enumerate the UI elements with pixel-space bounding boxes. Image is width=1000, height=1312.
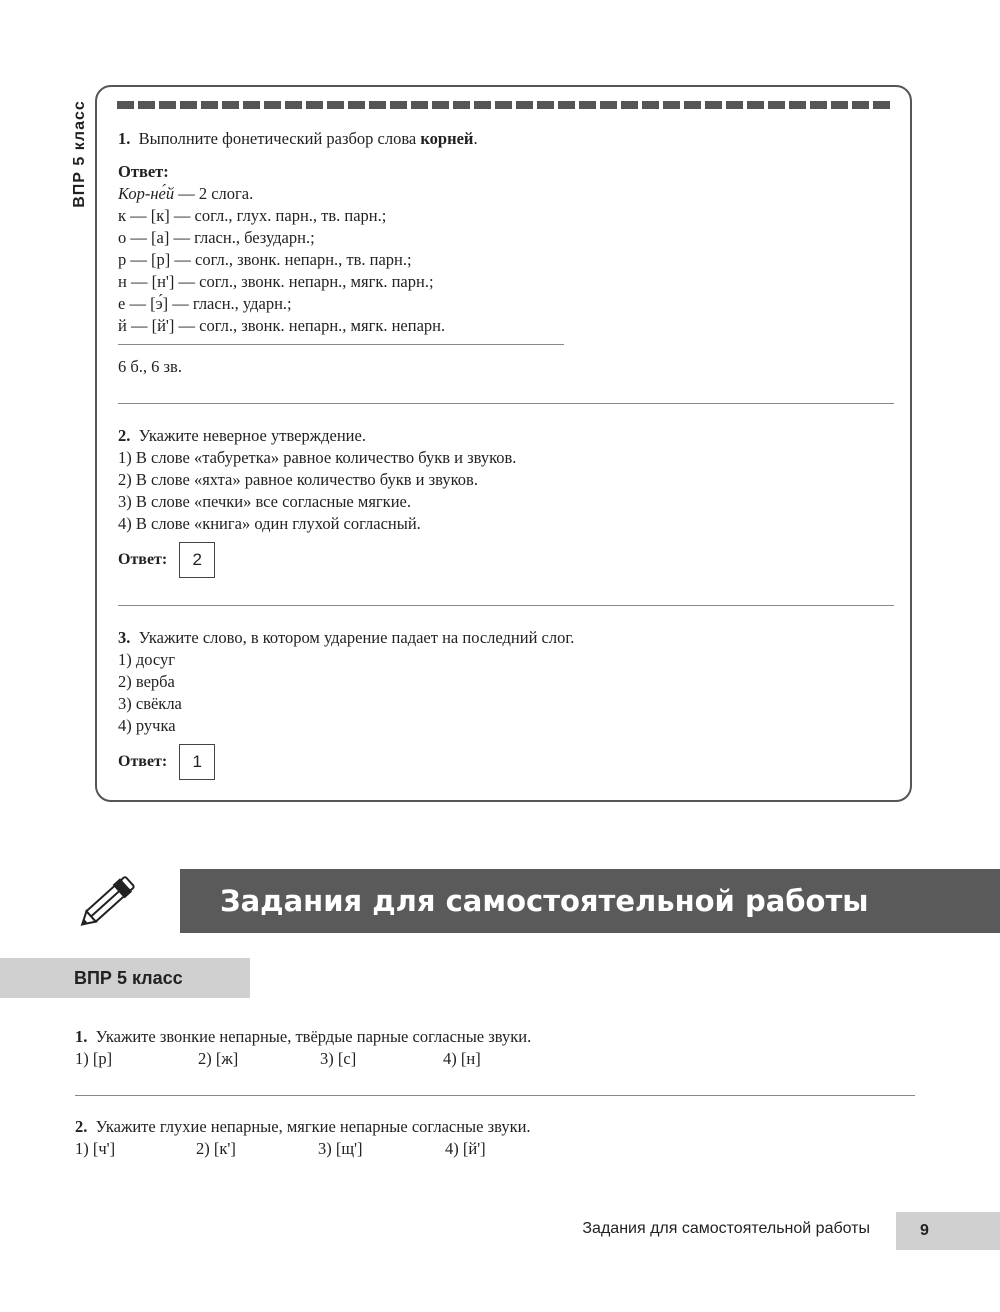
task-1 [75, 1026, 531, 1070]
section-banner: Задания для самостоятельной работы [180, 869, 1000, 933]
summary-rule [118, 344, 564, 345]
task-text: Укажите глухие непарные, мягкие непарные согласные звуки. [95, 1117, 531, 1136]
task-number: 2. [75, 1117, 88, 1136]
side-label-text: ВПР 5 класс [71, 100, 88, 208]
analysis-line: р — [р] — согл., звонк. непарн., тв. парн.; [118, 250, 412, 269]
answer-label: Ответ: [118, 753, 168, 770]
task-option: 1) [р] [75, 1049, 113, 1068]
example-question-3 [118, 627, 574, 737]
option: 4) ручка [118, 716, 176, 735]
option: 4) В слове «книга» один глухой согласный. [118, 514, 421, 533]
question-text: Выполните фонетический разбор слова [138, 129, 417, 148]
question-number: 3. [118, 628, 131, 647]
syllables-word: Кор-не́й [118, 184, 175, 203]
answer-box: 2 [179, 542, 215, 578]
divider [75, 1095, 915, 1096]
task-option: 2) [к'] [196, 1139, 236, 1158]
analysis-line: й — [й'] — согл., звонк. непарн., мягк. непарн. [118, 316, 446, 335]
analysis-line: н — [н'] — согл., звонк. непарн., мягк. парн.; [118, 272, 434, 291]
answer-row-2 [118, 542, 215, 578]
question-text: Укажите слово, в котором ударение падает на последний слог. [138, 628, 575, 647]
task-option: 4) [й'] [445, 1139, 486, 1158]
option: 1) досуг [118, 650, 176, 669]
footer-text: Задания для самостоятельной работы [582, 1220, 870, 1237]
summary-text: 6 б., 6 зв. [118, 357, 182, 376]
task-option: 3) [с] [320, 1049, 357, 1068]
side-label [60, 92, 100, 216]
answer-box: 1 [179, 744, 215, 780]
question-number: 1. [118, 129, 131, 148]
answer-row-3 [118, 744, 215, 780]
task-option: 1) [ч'] [75, 1139, 116, 1158]
dashed-strip [117, 101, 890, 109]
section-tab: ВПР 5 класс [0, 958, 250, 998]
question-end: . [473, 129, 478, 148]
option: 1) В слове «табуретка» равное количество букв и звуков. [118, 448, 517, 467]
page-number: 9 [896, 1212, 1000, 1250]
analysis-line: к — [к] — согл., глух. парн., тв. парн.; [118, 206, 387, 225]
syllables-rest: — 2 слога. [178, 184, 254, 203]
example-question-1 [118, 128, 478, 150]
option: 2) В слове «яхта» равное количество букв и звуков. [118, 470, 478, 489]
summary [118, 356, 182, 378]
divider [118, 403, 894, 404]
example-question-2 [118, 425, 516, 535]
answer-label: Ответ: [118, 162, 169, 181]
answer-label: Ответ: [118, 551, 168, 568]
option: 2) верба [118, 672, 175, 691]
question-text: Укажите неверное утверждение. [138, 426, 366, 445]
example-answer-1 [118, 161, 445, 337]
task-option: 2) [ж] [198, 1049, 239, 1068]
example-frame [95, 85, 912, 802]
question-word: корней [420, 129, 474, 148]
task-2 [75, 1116, 531, 1160]
analysis-line: о — [а] — гласн., безударн.; [118, 228, 315, 247]
task-option: 3) [щ'] [318, 1139, 363, 1158]
analysis-line: е — [э́] — гласн., ударн.; [118, 294, 292, 313]
option: 3) В слове «печки» все согласные мягкие. [118, 492, 411, 511]
divider [118, 605, 894, 606]
task-text: Укажите звонкие непарные, твёрдые парные согласные звуки. [95, 1027, 532, 1046]
question-number: 2. [118, 426, 131, 445]
option: 3) свёкла [118, 694, 182, 713]
task-option: 4) [н] [443, 1049, 481, 1068]
pencil-icon [70, 868, 142, 938]
task-number: 1. [75, 1027, 88, 1046]
